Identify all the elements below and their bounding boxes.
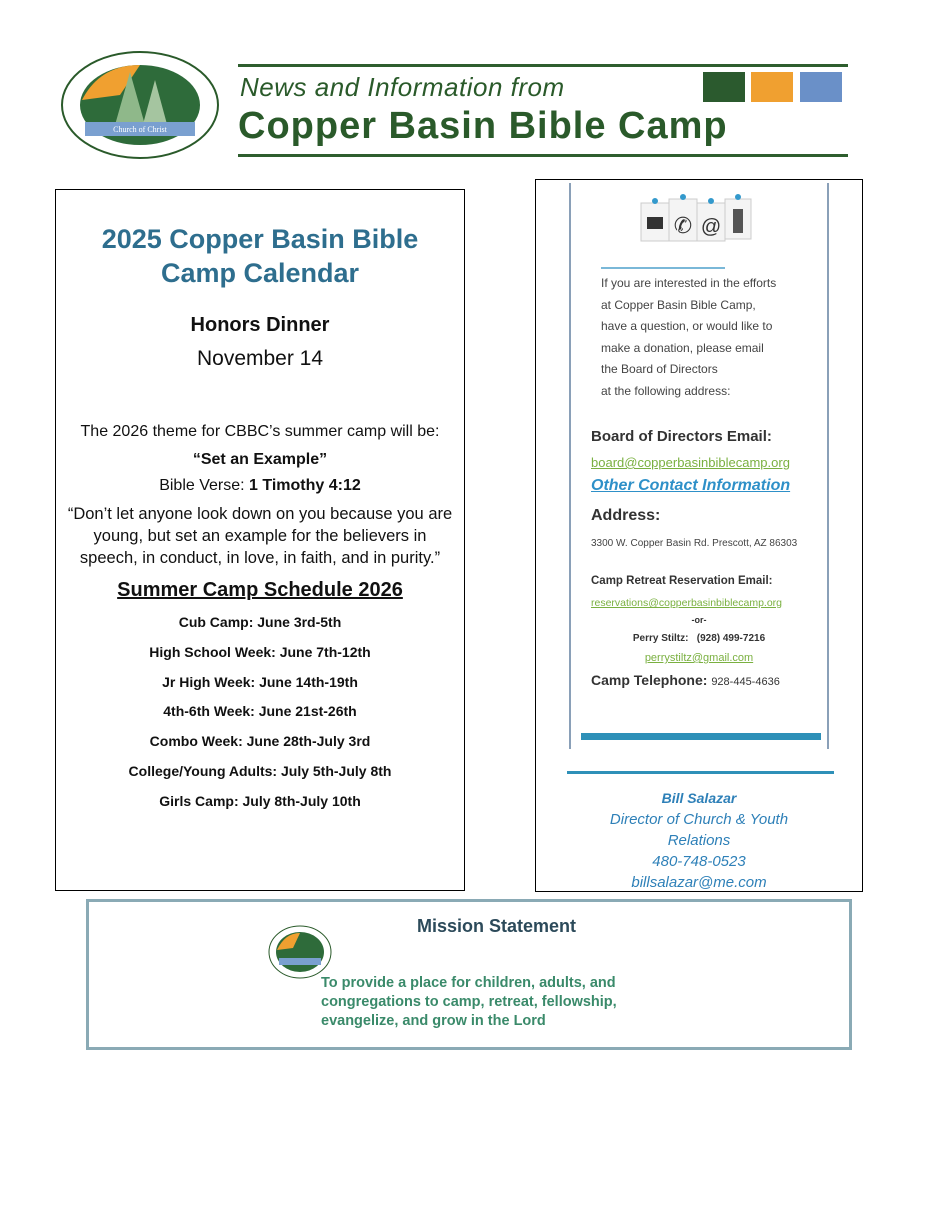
header-rule-top — [238, 64, 848, 67]
contact-icons — [637, 193, 757, 249]
color-square-green — [703, 72, 745, 102]
verse-label: Bible Verse: — [159, 477, 250, 494]
phone-icon: ✆ — [673, 213, 693, 238]
color-square-orange — [751, 72, 793, 102]
panel-bar — [581, 733, 821, 740]
divider — [601, 267, 725, 269]
schedule-item: College/Young Adults: July 5th-July 8th — [128, 762, 392, 779]
verse-text: “Don’t let anyone look down on you because you are young, but set an example for the believers in speech, in conduct, in love, in faith, and in purity.” — [67, 505, 453, 567]
board-label: Board of Directors Email: — [591, 428, 772, 445]
event-date: November 14 — [196, 347, 324, 370]
schedule-item: Combo Week: June 28th-July 3rd — [149, 733, 371, 750]
header-subtitle: News and Information from — [240, 72, 565, 102]
director-title: Director of Church & Youth Relations — [609, 811, 789, 849]
board-email-link[interactable]: board@copperbasinbiblecamp.org — [591, 455, 790, 470]
mission-logo — [267, 924, 333, 980]
other-contact-link[interactable]: Other Contact Information — [591, 477, 791, 494]
schedule-item: Jr High Week: June 14th-19th — [162, 673, 358, 690]
svg-text:Church of Christ: Church of Christ — [113, 125, 167, 134]
calendar-box — [55, 189, 465, 891]
schedule-list — [56, 608, 464, 817]
director-divider — [567, 771, 834, 774]
at-icon: @ — [700, 216, 722, 238]
perry-email-link[interactable]: perrystiltz@gmail.com — [644, 652, 754, 664]
director-phone: 480-748-0523 — [652, 853, 746, 870]
phone-number: 928-445-4636 — [711, 676, 780, 688]
event-name: Honors Dinner — [190, 314, 330, 336]
schedule-item: 4th-6th Week: June 21st-26th — [163, 703, 357, 720]
color-square-blue — [800, 72, 842, 102]
phone — [591, 672, 780, 688]
schedule-item: High School Week: June 7th-12th — [149, 643, 371, 660]
schedule-item: Cub Camp: June 3rd-5th — [178, 614, 342, 630]
or-text: -or- — [691, 615, 707, 625]
envelope-icon — [647, 217, 663, 229]
theme-intro: The 2026 theme for CBBC’s summer camp will be: — [80, 423, 440, 440]
mission-text: To provide a place for children, adults, and congregations to camp, retreat, fellowship, evangelize, and grow in the Lord — [321, 975, 617, 1029]
schedule-item: Girls Camp: July 8th-July 10th — [159, 792, 361, 809]
verse — [56, 477, 464, 495]
director-name: Bill Salazar — [661, 790, 737, 806]
mission-box — [86, 899, 852, 1050]
mission-heading: Mission Statement — [417, 916, 577, 936]
phone-label: Camp Telephone: — [591, 672, 712, 688]
director-block — [536, 788, 862, 893]
mobile-icon — [733, 209, 743, 233]
theme: “Set an Example” — [192, 451, 328, 468]
contact-panel — [569, 183, 829, 749]
calendar-title: 2025 Copper Basin Bible Camp Calendar — [101, 224, 419, 288]
verse-ref: 1 Timothy 4:12 — [249, 477, 361, 494]
perry-contact: Perry Stiltz: (928) 499-7216 — [632, 633, 766, 644]
header-rule-bottom — [238, 154, 848, 157]
address: 3300 W. Copper Basin Rd. Prescott, AZ 86303 — [591, 538, 798, 549]
header-title: Copper Basin Bible Camp — [238, 105, 728, 147]
intro-text: If you are interested in the efforts at Copper Basin Bible Camp, have a question, or would like to make a donation, please email the Board of Directors at the following address: — [601, 276, 777, 398]
retreat-label: Camp Retreat Reservation Email: — [591, 575, 773, 587]
director-email[interactable]: billsalazar@me.com — [631, 874, 767, 891]
contact-box — [535, 179, 863, 892]
address-label: Address: — [591, 507, 661, 524]
retreat-email-link[interactable]: reservations@copperbasinbiblecamp.org — [591, 597, 783, 609]
camp-logo — [60, 50, 220, 160]
schedule-title: Summer Camp Schedule 2026 — [117, 579, 403, 601]
